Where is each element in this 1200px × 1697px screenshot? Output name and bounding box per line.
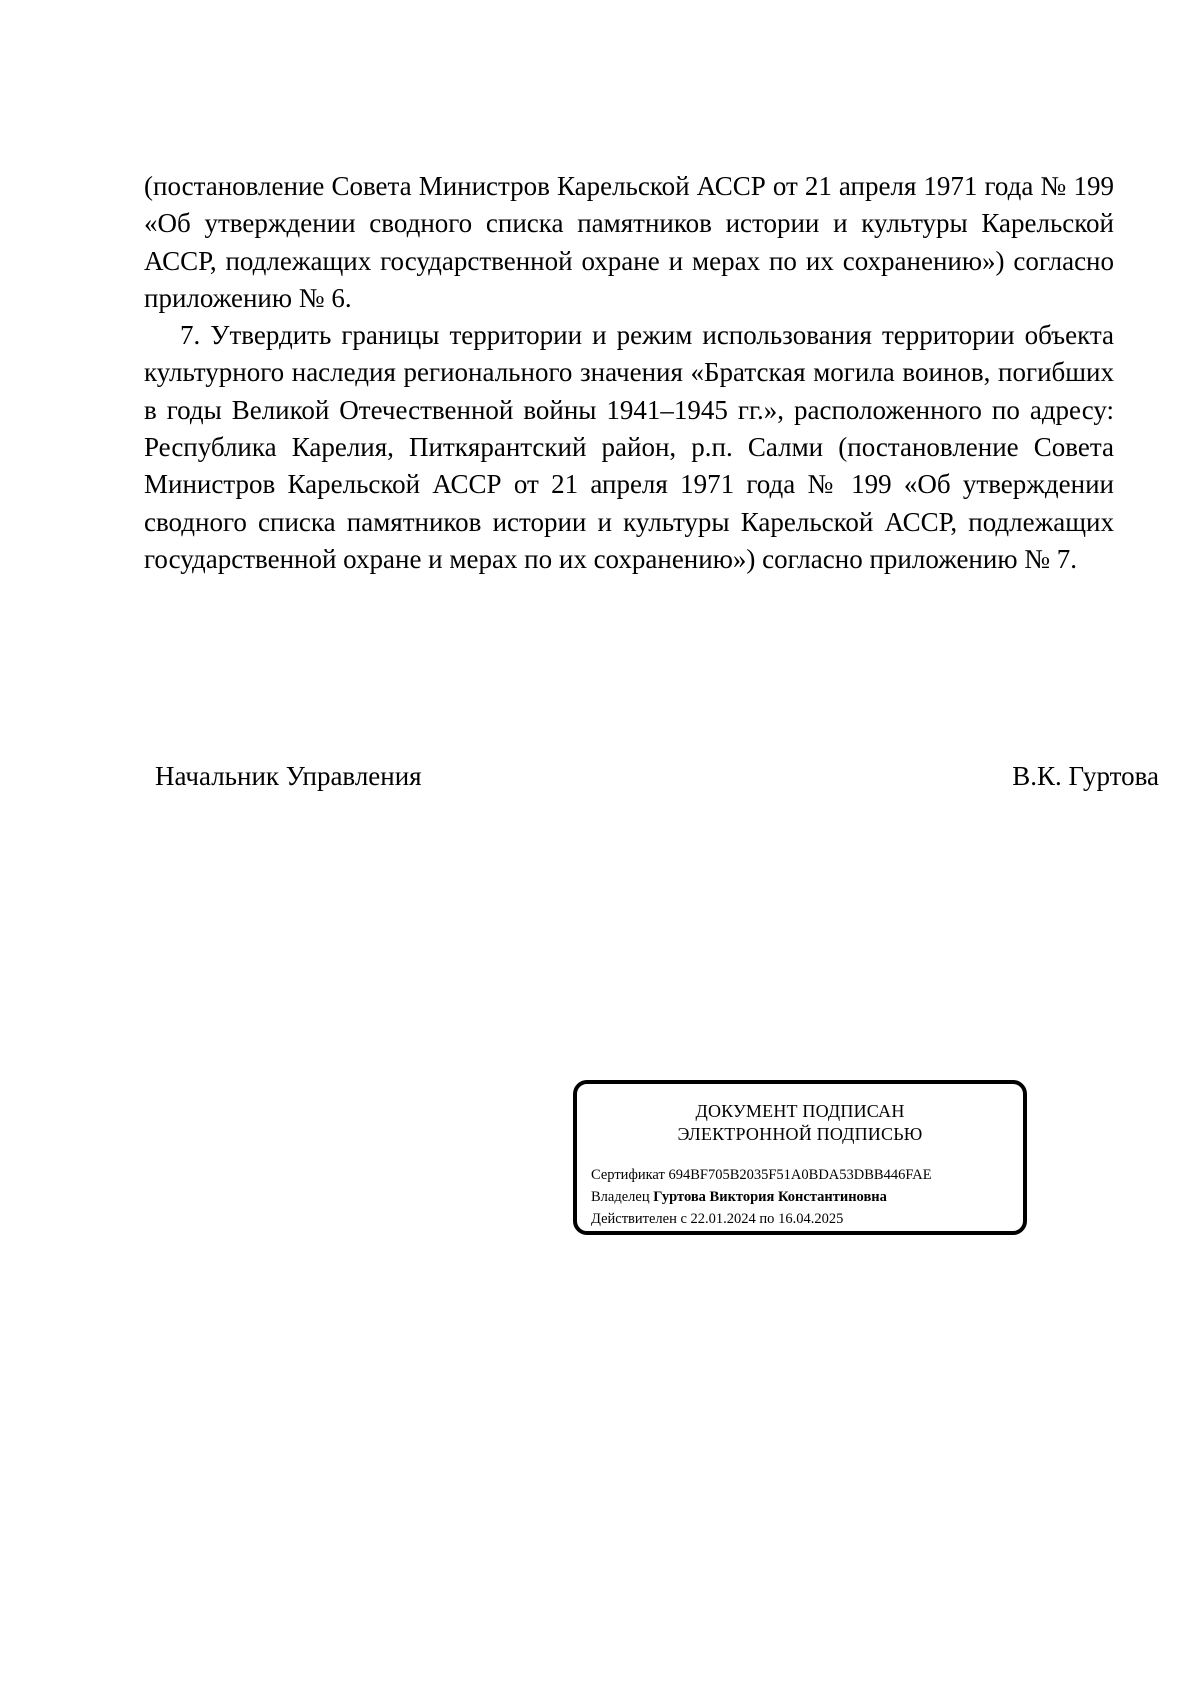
stamp-details <box>591 1164 932 1230</box>
validity-row <box>591 1208 932 1230</box>
valid-to-label: по <box>759 1211 775 1227</box>
valid-from-date: 22.01.2024 <box>690 1211 756 1227</box>
stamp-heading <box>577 1100 1023 1146</box>
owner-label: Владелец <box>591 1189 650 1205</box>
paragraph-continuation: (постановление Совета Министров Карельской АССР от 21 апреля 1971 года № 199 «Об утверждении сводного списка памятников истории и культуры Карельской АССР, подлежащих государственной охране и мерах по их сохранению») согласно приложению № 6. <box>144 171 1114 313</box>
certificate-label: Сертификат <box>591 1167 665 1183</box>
certificate-value: 694BF705B2035F51A0BDA53DBB446FAE <box>668 1167 932 1183</box>
electronic-signature-stamp <box>573 1080 1027 1235</box>
certificate-row <box>591 1164 932 1186</box>
valid-to-date: 16.04.2025 <box>778 1211 844 1227</box>
stamp-heading-line2: ЭЛЕКТРОННОЙ ПОДПИСЬЮ <box>677 1124 923 1144</box>
owner-value: Гуртова Виктория Константиновна <box>653 1189 887 1205</box>
paragraph-item-7: 7. Утвердить границы территории и режим использования территории объекта культурного наследия регионального значения «Братская могила воинов, погибших в годы Великой Отечественной войны 1941–1945 гг.», расположенного по адресу: Республика Карелия, Питкярантский район, р.п. Салми (постановление Совета Министров Карельской АССР от 21 апреля 1971 года № 199 «Об утверждении сводного списка памятников истории и культуры Карельской АССР, подлежащих государственной охране и мерах по их сохранению») согласно приложению № 7. <box>144 320 1114 574</box>
stamp-heading-line1: ДОКУМЕНТ ПОДПИСАН <box>695 1101 905 1121</box>
signatory-position: Начальник Управления <box>155 761 422 791</box>
owner-row <box>591 1186 932 1208</box>
signatory-name: В.К. Гуртова <box>1012 761 1159 791</box>
valid-label: Действителен <box>591 1211 677 1227</box>
document-body <box>144 168 1114 578</box>
valid-from-label: с <box>680 1211 687 1227</box>
